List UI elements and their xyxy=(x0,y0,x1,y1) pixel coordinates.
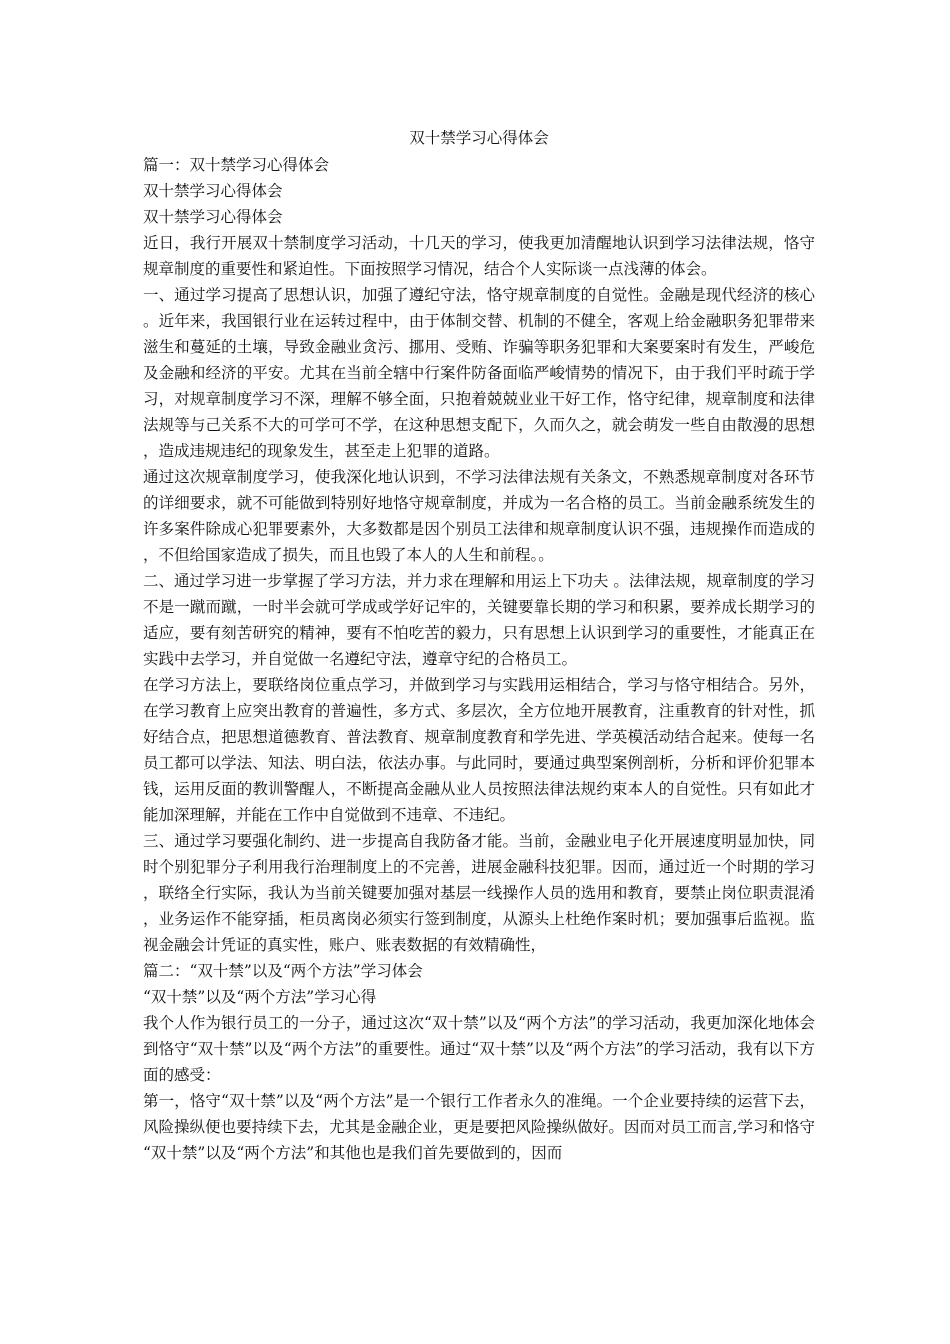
paragraph: 双十禁学习心得体会 xyxy=(143,208,283,226)
paragraph: 在学习方法上，要联络岗位重点学习，并做到学习与实践用运相结合，学习与恪守相结合。另外，在学习教育上应突出教育的普遍性，多方式、多层次，全方位地开展教育，注重教育的针对性，抓好结合点，把思想道德教育、普法教育、规章制度教育和学先进、学英模活动结合起来。使每一名员工都可以学法、知法、明白法，依法办事。与此同时，要通过典型案例剖析，分析和评价犯罪本钱，运用反面的教训警醒人，不断提高金融从业人员按照法律法规约束本人的自觉性。只有如此才能加深理解，并能在工作中自觉做到不违章、不违纪。 xyxy=(143,676,815,824)
paragraph: 我个人作为银行员工的一分子，通过这次“双十禁”以及“两个方法”的学习活动，我更加深化地体会到恪守“双十禁”以及“两个方法”的重要性。通过“双十禁”以及“两个方法”的学习活动，我有以下方面的感受： xyxy=(143,1014,815,1084)
paragraph: 二、通过学习进一步掌握了学习方法，并力求在理解和用运上下功夫 。法律法规，规章制度的学习不是一蹴而蹴，一时半会就可学成或学好记牢的，关键要靠长期的学习和积累，要养成长期学习的适应，要有刻苦研究的精神，要有不怕吃苦的毅力，只有思想上认识到学习的重要性，才能真正在实践中去学习，并自觉做一名遵纪守法，遵章守纪的合格员工。 xyxy=(143,572,815,668)
paragraph: 双十禁学习心得体会 xyxy=(143,182,283,200)
paragraph: 一、通过学习提高了思想认识，加强了遵纪守法，恪守规章制度的自觉性。金融是现代经济的核心。近年来，我国银行业在运转过程中，由于体制交替、机制的不健全，客观上给金融职务犯罪带来滋生和蔓延的土壤，导致金融业贪污、挪用、受贿、诈骗等职务犯罪和大案要案时有发生，严峻危及金融和经济的平安。尤其在当前全辖中行案件防备面临严峻情势的情况下，由于我们平时疏于学习，对规章制度学习不深，理解不够全面，只抱着兢兢业业干好工作，恪守纪律，规章制度和法律法规等与己关系不大的可学可不学，在这种思想支配下，久而久之，就会萌发一些自由散漫的思想，造成违规违纪的现象发生，甚至走上犯罪的道路。 xyxy=(143,286,815,460)
paragraph: “双十禁”以及“两个方法”学习心得 xyxy=(143,988,377,1006)
paragraph: 篇二：“双十禁”以及“两个方法”学习体会 xyxy=(143,962,423,980)
document-title: 双十禁学习心得体会 xyxy=(409,129,549,147)
paragraph: 第一，恪守“双十禁”以及“两个方法”是一个银行工作者永久的准绳。一个企业要持续的运营下去，风险操纵便也要持续下去，尤其是金融企业，更是要把风险操纵做好。因而对员工而言,学习和恪守“双十禁”以及“两个方法”和其他也是我们首先要做到的，因而 xyxy=(143,1092,815,1162)
paragraph: 通过这次规章制度学习，使我深化地认识到，不学习法律法规有关条文，不熟悉规章制度对各环节的详细要求，就不可能做到特别好地恪守规章制度，并成为一名合格的员工。当前金融系统发生的许多案件除成心犯罪要素外，大多数都是因个别员工法律和规章制度认识不强，违规操作而造成的，不但给国家造成了损失，而且也毁了本人的人生和前程。。 xyxy=(143,468,815,564)
document-body xyxy=(143,125,815,1166)
paragraph: 近日，我行开展双十禁制度学习活动，十几天的学习，使我更加清醒地认识到学习法律法规，恪守规章制度的重要性和紧迫性。下面按照学习情况，结合个人实际谈一点浅薄的体会。 xyxy=(143,234,815,278)
paragraph: 篇一：双十禁学习心得体会 xyxy=(143,156,330,174)
paragraph: 三、通过学习要强化制约、进一步提高自我防备才能。当前，金融业电子化开展速度明显加快，同时个别犯罪分子利用我行治理制度上的不完善，进展金融科技犯罪。因而，通过近一个时期的学习，联络全行实际，我认为当前关键要加强对基层一线操作人员的选用和教育，要禁止岗位职责混淆，业务运作不能穿插，柜员离岗必须实行签到制度，从源头上杜绝作案时机；要加强事后监视。监视金融会计凭证的真实性，账户、账表数据的有效精确性， xyxy=(143,832,815,954)
